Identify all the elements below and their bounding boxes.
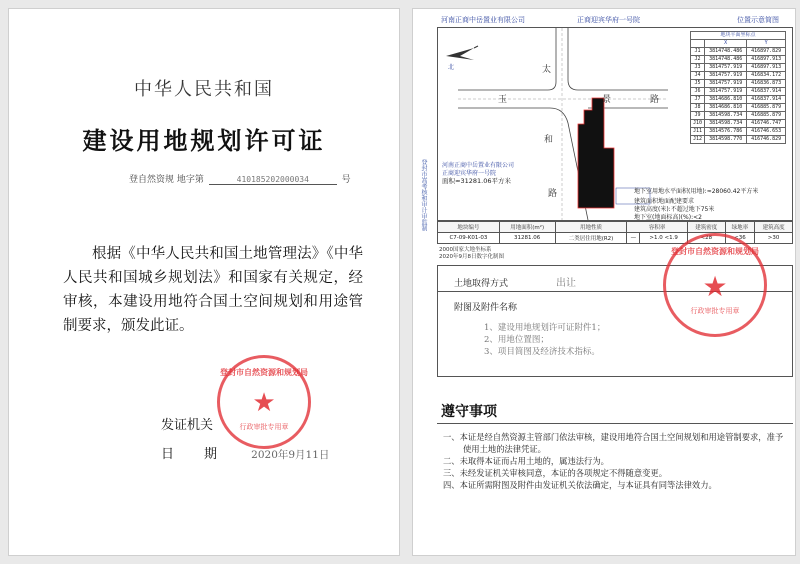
land-method-value: 出让 [556,278,576,289]
reg-suffix: 号 [341,175,351,185]
param-head: 容积率 [627,222,687,233]
param-cell: >30 [755,233,793,244]
param-cell: — [627,233,640,244]
note-line: 2020年9月8日数字化制图 [439,254,504,260]
rules-list [443,431,785,491]
coord-head-0 [691,40,705,48]
coord-id: J11 [691,128,705,136]
land-method-label: 土地取得方式 [454,279,509,289]
param-cell: <28 [687,233,725,244]
coord-y: 416897.913 [747,56,786,64]
coordinate-table [690,31,786,144]
official-seal-left [217,355,311,449]
coord-id: J9 [691,112,705,120]
header-company: 河南正商中岳置业有限公司 [441,16,525,24]
param-cell: <36 [725,233,754,244]
coord-x: 3814686.810 [705,104,747,112]
param-cell: 二类居住用地(R2) [555,233,627,244]
coord-y: 416746.747 [747,120,786,128]
coord-id: J1 [691,48,705,56]
reg-number: 410185202000034 [209,175,337,185]
table-row [438,222,793,233]
road-label-he: 和 [544,135,554,145]
certificate-title: 建设用地规划许可证 [82,126,326,155]
table-row [691,56,786,64]
table-row [691,112,786,120]
coord-head-x: X [705,40,747,48]
coord-id: J5 [691,80,705,88]
coord-id: J6 [691,88,705,96]
coord-y: 416746.653 [747,128,786,136]
seal-text: 登封市自然资源和规划局 [671,246,759,256]
coord-id: J10 [691,120,705,128]
coordinate-notes [439,247,504,261]
road-label-yu: 玉 [498,95,508,105]
coord-x: 3814757.919 [705,80,747,88]
coord-y: 416897.829 [747,48,786,56]
table-row [691,88,786,96]
star-icon: ★ [702,270,728,303]
list-item: 四、本证所需附图及附件由发证机关依法确定，与本证具有同等法律效力。 [443,480,717,490]
coord-y: 416837.914 [747,88,786,96]
owner-label: 河南正商中岳置业有限公司 [442,162,515,169]
registration-number-row [129,172,351,185]
reg-prefix: 登自然资规 [129,175,175,185]
date-row [161,443,329,462]
coord-x: 3814757.919 [705,88,747,96]
param-head: 建筑密度 [687,222,725,233]
rules-title: 遵守事项 [441,404,497,420]
project-label: 正商迎宾华府一号院 [442,170,497,177]
note-line: 2000国家大地坐标系 [439,247,492,253]
certificate-front-page [8,8,400,556]
area-label: 面积≈31281.06平方米 [442,177,511,185]
list-item: 三、未经发证机关审核同意，本证的各项规定不得随意变更。 [443,468,668,478]
certificate-back-page [412,8,796,556]
road-label-lu2: 路 [650,95,660,105]
table-row [691,96,786,104]
coord-id: J12 [691,136,705,144]
legend-line-1: 地下室用地水平面积(用地):≈28060.42平方米 [634,188,759,195]
coord-y: 416836.873 [747,80,786,88]
coord-y: 416885.879 [747,112,786,120]
coord-head-y: Y [747,40,786,48]
table-row [691,48,786,56]
divider [437,423,793,424]
coord-id: J2 [691,56,705,64]
coord-y: 416834.172 [747,72,786,80]
coord-y: 416885.879 [747,104,786,112]
star-icon: ★ [252,388,276,418]
coord-x: 3814757.919 [705,64,747,72]
coord-id: J8 [691,104,705,112]
table-row [691,80,786,88]
param-cell: >1.0 <1.9 [640,233,688,244]
attachments-list [484,322,605,358]
header-right: 位置示意简图 [737,16,779,24]
param-head: 建筑高度 [755,222,793,233]
seal-text: 登封市自然资源和规划局 [220,367,308,377]
road-label-jing: 景 [602,95,612,105]
coord-id: J7 [691,96,705,104]
list-item: 1、建设用地规划许可证附件1； [484,323,606,333]
seal-subtext: 行政审批专用章 [690,307,740,315]
list-item: 3、项目简图及经济技术指标。 [484,347,600,357]
coord-id: J3 [691,64,705,72]
list-item: 2、用地位置图； [484,335,549,345]
country-name: 中华人民共和国 [134,79,274,100]
list-item: 二、未取得本证而占用土地的，属违法行为。 [443,456,609,466]
legend-line-4: 地下室(地面标高)(%):<2 [634,214,702,221]
attachments-label: 附图及附件名称 [454,303,518,313]
param-cell: C7-09-K01-03 [438,233,500,244]
date-label: 日期 [161,447,248,462]
list-item: 一、本证是经自然资源主管部门依法审核，建设用地符合国土空间规划和用途管制要求，准予使用土地的法律凭证。 [443,432,784,454]
param-head: 用地性质 [555,222,627,233]
road-label-lu: 路 [548,189,558,199]
coord-title: 地块平面坐标点 [691,32,786,40]
table-row [691,120,786,128]
coord-x: 3814576.786 [705,128,747,136]
coord-x: 3814598.770 [705,136,747,144]
param-head: 用地面积(m²) [499,222,555,233]
coord-x: 3814748.486 [705,56,747,64]
coord-x: 3814598.734 [705,112,747,120]
table-row [691,128,786,136]
coord-x: 3814598.734 [705,120,747,128]
issuer-label: 发证机关 [161,418,214,433]
compass-label: 北 [448,64,455,71]
param-head: 绿地率 [725,222,754,233]
site-plan [437,27,793,221]
coord-y: 416837.914 [747,96,786,104]
table-row [691,72,786,80]
road-label-tai: 太 [542,65,552,75]
certificate-body-text: 根据《中华人民共和国土地管理法》《中华人民共和国城乡规划法》和国家有关规定，经审核，本建设用地符合国土空间规划和用途管制要求，颁发此证。 [63,246,363,334]
table-row [691,136,786,144]
table-row [691,104,786,112]
table-row [691,64,786,72]
coord-id: J4 [691,72,705,80]
param-head: 地块编号 [438,222,500,233]
reg-mid: 地字第 [176,175,204,185]
param-cell: 31281.06 [499,233,555,244]
legend-line-2: 建筑面积地面配建要求 [634,198,695,205]
coord-x: 3814757.919 [705,72,747,80]
legend-line-3: 建筑高度(米):不超过地下75米 [634,206,715,213]
coord-y: 416897.913 [747,64,786,72]
official-seal-right [663,233,767,337]
coord-x: 3814748.486 [705,48,747,56]
date-value: 2020年9月11日 [251,449,330,461]
header-project: 正商迎宾华府一号院 [577,16,640,24]
spine-text: 登封市嵩考核和审计审监制 [420,159,427,231]
coord-y: 416746.829 [747,136,786,144]
coord-x: 3814686.810 [705,96,747,104]
seal-subtext: 行政审批专用章 [239,423,289,431]
